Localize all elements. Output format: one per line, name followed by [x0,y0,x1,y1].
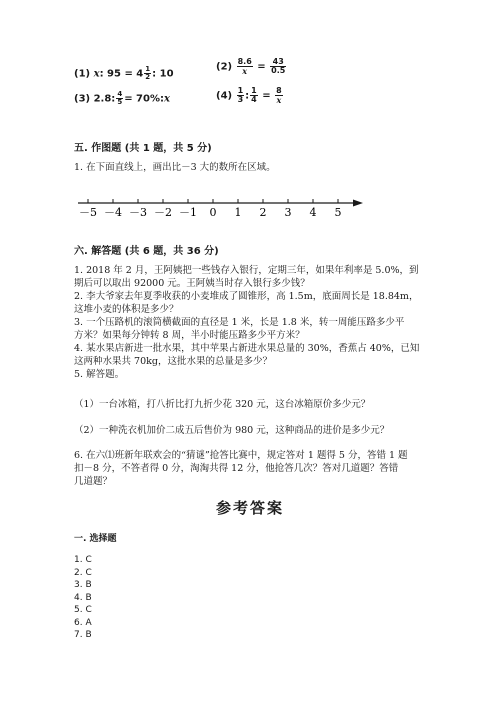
section-6-heading: 六. 解答题 (共 6 题，共 36 分) [74,246,219,257]
number-line-tick-label: －1 [179,206,197,219]
equation-3-head: 2.8: [93,93,116,105]
equation-4-fraction-3 [275,87,283,104]
equation-1-label: (1) [74,68,91,80]
fraction-numerator: 8.6 [237,57,252,66]
equation-2-label: (2) [216,61,233,73]
equation-1-variable: x [93,68,100,80]
fraction-denominator: 2 [145,73,151,81]
question-4-line-1: 4. 某水果店新进一批水果，其中苹果占新进水果总量的 30%，香蕉占 40%，已知 [74,343,420,354]
fraction-denominator: x [276,95,282,105]
number-line-tick-label: －3 [129,206,147,219]
fraction-numerator: 43 [270,58,286,67]
question-1-line-2: 期后可以取出 92000 元。王阿姨当时存入银行多少钱？ [74,278,310,289]
ratio-colon: : [245,90,250,102]
fraction-numerator: 8 [276,86,282,95]
question-6-line-2: 扣－8 分，不答者得 0 分，淘淘共得 12 分，他抢答几次？答对几道题？答错 [74,463,399,474]
number-line [74,194,364,220]
question-5-sub-1: （1）一台冰箱，打八折比打九折少花 320 元，这台冰箱原价多少元？ [74,399,371,410]
number-line-tick-label: －2 [154,206,172,219]
equation-2-rhs-fraction [270,58,286,75]
answer-item: 4. B [74,592,92,603]
fraction-denominator: x [242,66,248,76]
fraction-numerator: 4 [117,90,123,98]
equation-2-lhs-fraction [237,58,253,75]
equation-1-middle: : 95 = 4 [99,68,144,80]
question-6 [74,449,446,488]
equation-4 [216,87,284,104]
section-6-questions [74,264,446,381]
fraction-numerator: 1 [237,86,244,95]
number-line-tick-label: 2 [259,206,267,219]
answer-item: 2. C [74,567,92,578]
number-line-tick-label: 0 [209,206,217,219]
equation-3-variable: x [163,93,170,105]
number-line-tick-label: 4 [309,206,317,219]
question-2-line-1: 2. 李大爷家去年夏季收获的小麦堆成了圆锥形，高 1.5m，底面周长是 18.84m， [74,291,419,302]
number-line-tick-label: －4 [104,206,122,219]
question-2-line-2: 这堆小麦的体积是多少？ [74,304,179,315]
equation-1-tail: : 10 [152,68,174,80]
answers-heading: 一. 选择题 [74,534,117,544]
number-line-tick-label: －5 [79,206,97,219]
equation-3-fraction [116,91,123,106]
equation-1 [74,66,174,81]
equals-sign: = [262,90,271,102]
question-3-line-2: 方米？如果每分钟转 8 周，半小时能压路多少平方米？ [74,330,305,341]
fraction-denominator: 3 [237,95,244,104]
answers-list [74,554,92,642]
arrow-right-icon [353,200,363,207]
number-line-svg [74,194,364,220]
answer-item: 7. B [74,630,92,640]
fraction-numerator: 1 [251,86,257,95]
question-4-line-2: 这两种水果共 70kg，这批水果的总量是多少？ [74,356,272,367]
equation-3 [74,91,170,106]
equation-4-fraction-2 [250,87,258,104]
question-5-sub-2: （2）一种洗衣机加价二成五后售价为 980 元，这种商品的进价是多少元？ [74,425,390,436]
section-5-heading: 五. 作图题 (共 1 题，共 5 分) [74,143,212,154]
section-5-question-1: 1. 在下面直线上，画出比－3 大的数所在区域。 [74,162,276,173]
fraction-numerator: 1 [145,65,151,73]
fraction-denominator: 5 [117,98,123,106]
fraction-denominator: 4 [251,95,257,104]
answers-title: 参考答案 [215,499,284,517]
equals-sign: = [257,61,266,73]
question-1-line-1: 1. 2018 年 2 月，王阿姨把一些钱存入银行，定期三年，如果年利率是 5.0%，到 [74,265,419,276]
number-line-tick-label: 5 [334,206,342,219]
question-6-line-3: 几道题？ [74,476,113,487]
number-line-tick-label: 1 [234,206,242,219]
answer-item: 6. A [74,617,92,628]
answer-item: 1. C [74,555,92,565]
number-line-tick-label: 3 [284,206,292,219]
question-5: 5. 解答题。 [74,369,125,380]
equation-2 [216,58,287,75]
equation-3-tail: = 70%: [124,93,164,105]
fraction-denominator: 0.5 [271,66,286,75]
equation-4-fraction-1 [237,87,245,104]
equation-3-label: (3) [74,93,91,105]
question-6-line-1: 6. 在六⑴班新年联欢会的“猜谜”抢答比赛中，规定答对 1 题得 5 分，答错 1 题 [74,450,408,461]
answer-item: 3. B [74,580,92,590]
equation-1-fraction [144,66,151,81]
question-3-line-1: 3. 一个压路机的滚筒横截面的直径是 1 米，长是 1.8 米，转一周能压路多少平 [74,317,405,328]
equation-4-label: (4) [216,90,233,102]
answer-item: 5. C [74,605,92,615]
